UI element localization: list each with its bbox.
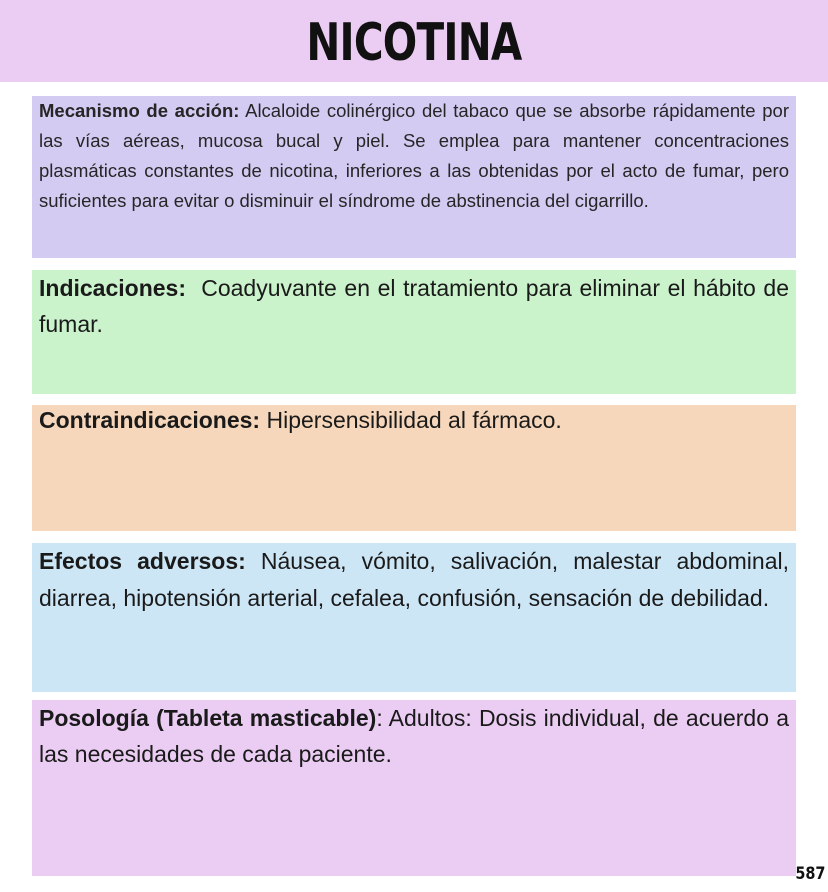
indicaciones-text: Coadyuvante en el tratamiento para eliminar el hábito de fumar.	[39, 275, 789, 337]
title-bar	[0, 0, 828, 82]
contraindicaciones-paragraph	[39, 405, 789, 435]
mecanismo-paragraph	[39, 96, 789, 216]
section-efectos-adversos	[32, 543, 796, 692]
posologia-paragraph	[39, 700, 789, 772]
efectos-paragraph	[39, 543, 789, 617]
efectos-text: Náusea, vómito, salivación, malestar abdominal, diarrea, hipotensión arterial, cefalea, confusión, sensación de debilidad.	[39, 548, 789, 611]
contraindicaciones-text: Hipersensibilidad al fármaco.	[266, 407, 562, 433]
section-indicaciones	[32, 270, 796, 394]
mecanismo-text: Alcaloide colinérgico del tabaco que se absorbe rápidamente por las vías aéreas, mucosa bucal y piel. Se emplea para mantener concentraciones plasmáticas constantes de nicotina, inferiores a las obtenidas por el acto de fumar, pero suficientes para evitar o disminuir el síndrome de abstinencia del cigarrillo.	[39, 100, 789, 211]
posologia-label: Posología (Tableta masticable)	[39, 705, 377, 731]
indicaciones-paragraph	[39, 270, 789, 342]
contraindicaciones-label: Contraindicaciones:	[39, 407, 261, 433]
mecanismo-label: Mecanismo de acción:	[39, 100, 240, 121]
posologia-text: : Adultos: Dosis individual, de acuerdo a las necesidades de cada paciente.	[39, 705, 790, 767]
section-mecanismo	[32, 96, 796, 258]
indicaciones-label: Indicaciones:	[39, 275, 186, 301]
section-posologia	[32, 700, 796, 876]
page-title: NICOTINA	[306, 13, 522, 73]
section-contraindicaciones	[32, 405, 796, 531]
page-number: 587	[794, 864, 825, 884]
efectos-label: Efectos adversos:	[39, 548, 246, 574]
